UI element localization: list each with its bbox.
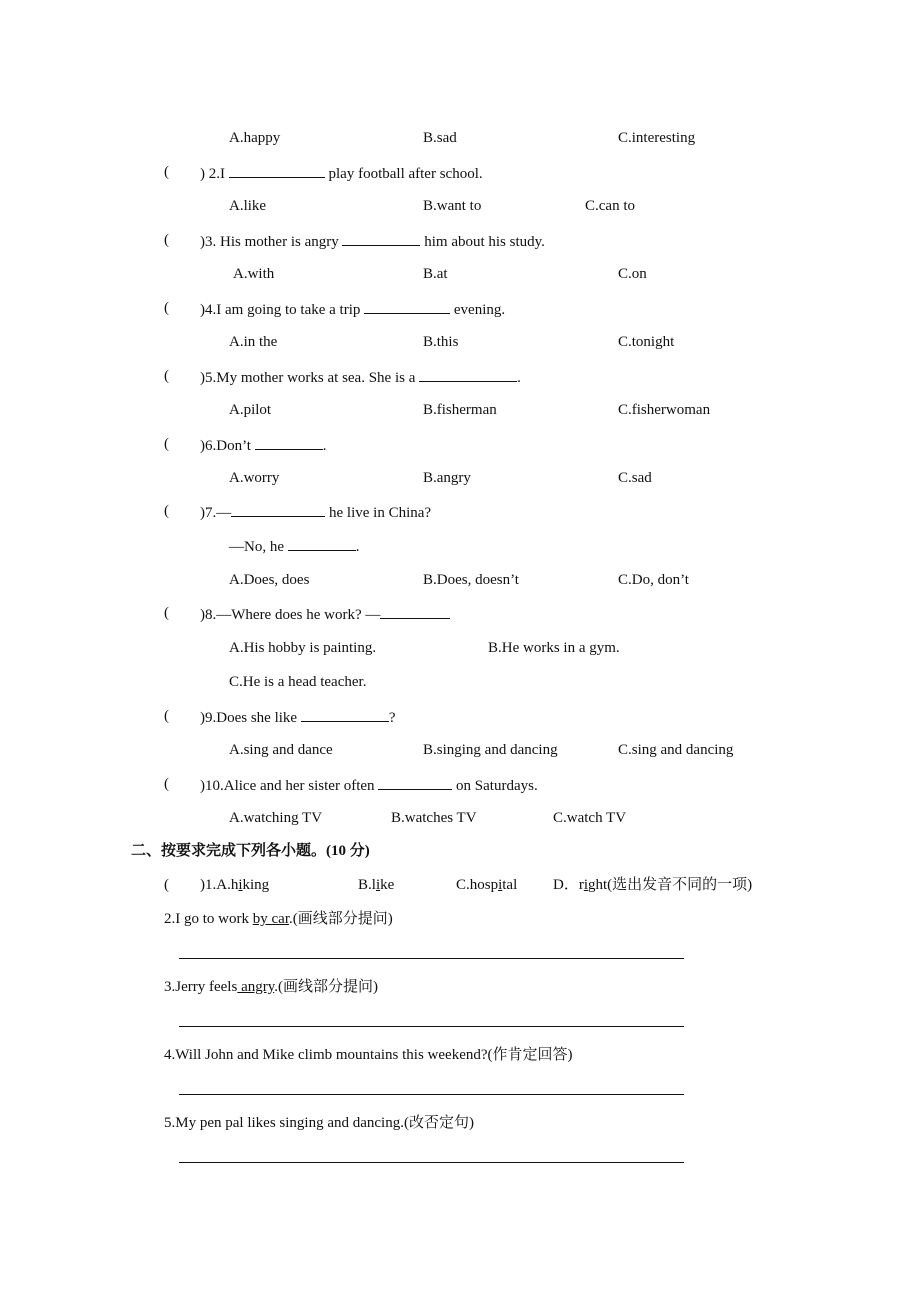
q2-option-c: C.can to — [585, 198, 635, 214]
p1-d-pre: D．r — [553, 877, 584, 893]
p4-prompt — [164, 1046, 573, 1064]
q10-option-a: A.watching TV — [229, 810, 323, 826]
q6-stem-post: . — [322, 438, 327, 454]
q9-stem-post: ? — [388, 710, 396, 726]
q3-stem-pre: 3. His mother is angry — [205, 234, 343, 250]
q4-blank[interactable] — [364, 299, 450, 314]
q5-paren-close: ) — [200, 370, 205, 386]
q9-blank[interactable] — [301, 707, 389, 722]
q6-stem-pre: 6.Don’t — [205, 438, 255, 454]
q4-option-a: A.in the — [229, 334, 278, 350]
p3-prompt — [164, 978, 378, 996]
q4-stem-post: evening. — [450, 302, 506, 318]
q1-option-a: A.happy — [229, 130, 281, 146]
q6-stem — [200, 435, 326, 455]
q7-line2-pre: —No, he — [229, 539, 288, 555]
q10-option-c: C.watch TV — [553, 810, 627, 826]
q6-blank[interactable] — [255, 435, 323, 450]
p3-post: . — [274, 979, 278, 995]
q9-paren-open: ( — [164, 708, 169, 724]
q6-option-b: B.angry — [423, 470, 471, 486]
q3-option-b: B.at — [423, 266, 448, 282]
q9-option-c: C.sing and dancing — [618, 742, 734, 758]
p1-b-underlined: i — [375, 877, 381, 893]
q3-stem — [200, 231, 545, 251]
q8-stem-pre: 8.—Where does he work? — — [205, 607, 381, 623]
p1-option-a — [200, 876, 269, 894]
p1-option-d — [553, 876, 752, 894]
p1-a-post: king — [242, 877, 270, 893]
p1-option-b — [358, 876, 394, 894]
q1-option-b: B.sad — [423, 130, 457, 146]
q2-stem-post: play football after school. — [324, 166, 483, 182]
q10-stem-post: on Saturdays. — [452, 778, 538, 794]
q9-option-b: B.singing and dancing — [423, 742, 558, 758]
p4-instruction: (作肯定回答) — [487, 1047, 573, 1063]
p1-d-post: ght — [588, 877, 608, 893]
q4-option-c: C.tonight — [618, 334, 675, 350]
q10-stem-pre: 10.Alice and her sister often — [205, 778, 379, 794]
p1-paren-open: ( — [164, 877, 169, 893]
q7-paren-open: ( — [164, 503, 169, 519]
p1-paren-close: ) — [200, 877, 205, 893]
q7-stem-post: he live in China? — [325, 505, 432, 521]
q10-option-b: B.watches TV — [391, 810, 477, 826]
p1-c-post: tal — [502, 877, 518, 893]
q8-option-b: B.He works in a gym. — [488, 640, 620, 656]
p2-underlined: by car — [252, 911, 289, 927]
q5-option-a: A.pilot — [229, 402, 272, 418]
q2-blank[interactable] — [229, 163, 325, 178]
q8-option-a: A.His hobby is painting. — [229, 640, 377, 656]
q4-stem — [200, 299, 505, 319]
p5-prompt — [164, 1114, 474, 1132]
q3-option-c: C.on — [618, 266, 647, 282]
q3-paren-close: ) — [200, 234, 205, 250]
q2-stem — [200, 163, 483, 183]
p2-prompt — [164, 910, 393, 928]
p1-b-pre: B.l — [358, 877, 376, 893]
q3-blank[interactable] — [342, 231, 420, 246]
q1-option-c: C.interesting — [618, 130, 696, 146]
p1-a-pre: 1.A.h — [205, 877, 239, 893]
p1-a-underlined: i — [238, 877, 243, 893]
q10-stem — [200, 775, 538, 795]
p1-instruction: (选出发音不同的一项) — [607, 877, 753, 893]
q6-paren-close: ) — [200, 438, 205, 454]
q5-option-c: C.fisherwoman — [618, 402, 711, 418]
q9-stem — [200, 707, 396, 727]
p2-instruction: (画线部分提问) — [292, 911, 393, 927]
q8-option-c: C.He is a head teacher. — [229, 674, 367, 690]
q4-stem-pre: 4.I am going to take a trip — [205, 302, 365, 318]
q2-option-a: A.like — [229, 198, 267, 214]
q10-blank[interactable] — [378, 775, 452, 790]
p5-answer-line[interactable] — [179, 1162, 684, 1163]
p4-text: 4.Will John and Mike climb mountains this weekend? — [164, 1047, 488, 1063]
q9-stem-pre: 9.Does she like — [205, 710, 301, 726]
q2-paren-open: ( — [164, 164, 169, 180]
q5-option-b: B.fisherman — [423, 402, 497, 418]
p3-answer-line[interactable] — [179, 1026, 684, 1027]
q5-stem — [200, 367, 521, 387]
q5-stem-pre: 5.My mother works at sea. She is a — [205, 370, 420, 386]
q2-option-b: B.want to — [423, 198, 482, 214]
q7-paren-close: ) — [200, 505, 205, 521]
q4-paren-close: ) — [200, 302, 205, 318]
q9-paren-close: ) — [200, 710, 205, 726]
p1-c-pre: C.hosp — [456, 877, 499, 893]
q3-paren-open: ( — [164, 232, 169, 248]
q4-paren-open: ( — [164, 300, 169, 316]
section2-heading: 二、按要求完成下列各小题。(10 分) — [131, 843, 370, 859]
q5-stem-post: . — [517, 370, 521, 386]
p1-option-c — [456, 876, 517, 894]
q8-blank[interactable] — [380, 604, 450, 619]
q2-stem-pre: 2.I — [205, 166, 229, 182]
q10-paren-open: ( — [164, 776, 169, 792]
q9-option-a: A.sing and dance — [229, 742, 333, 758]
p4-answer-line[interactable] — [179, 1094, 684, 1095]
p3-underlined: angry — [237, 979, 275, 995]
q5-paren-open: ( — [164, 368, 169, 384]
p5-instruction: (改否定句) — [403, 1115, 474, 1131]
p2-pre: 2.I go to work — [164, 911, 253, 927]
p1-d-underlined: i — [583, 877, 588, 893]
p1-b-post: ke — [380, 877, 395, 893]
q8-paren-open: ( — [164, 605, 169, 621]
q5-blank[interactable] — [419, 367, 517, 382]
p3-instruction: (画线部分提问) — [278, 979, 378, 995]
q7-option-c: C.Do, don’t — [618, 572, 689, 588]
q3-option-a: A.with — [233, 266, 275, 282]
q2-paren-close: ) — [200, 166, 205, 182]
q7-blank-2[interactable] — [288, 536, 356, 551]
q7-line2 — [229, 536, 360, 556]
p1-c-underlined: i — [498, 877, 503, 893]
p2-post: . — [288, 911, 293, 927]
q3-stem-post: him about his study. — [420, 234, 545, 250]
p2-answer-line[interactable] — [179, 958, 684, 959]
q7-stem-pre: 7.— — [205, 505, 232, 521]
q7-option-b: B.Does, doesn’t — [423, 572, 519, 588]
q7-stem — [200, 502, 431, 522]
p5-text: 5.My pen pal likes singing and dancing. — [164, 1115, 404, 1131]
q6-option-a: A.worry — [229, 470, 280, 486]
q4-option-b: B.this — [423, 334, 459, 350]
q6-paren-open: ( — [164, 436, 169, 452]
q10-paren-close: ) — [200, 778, 205, 794]
q8-stem — [200, 604, 450, 624]
q8-paren-close: ) — [200, 607, 205, 623]
q7-line2-post: . — [355, 539, 360, 555]
q6-option-c: C.sad — [618, 470, 652, 486]
q7-blank-1[interactable] — [231, 502, 325, 517]
q7-option-a: A.Does, does — [229, 572, 310, 588]
p3-pre: 3.Jerry feels — [164, 979, 238, 995]
